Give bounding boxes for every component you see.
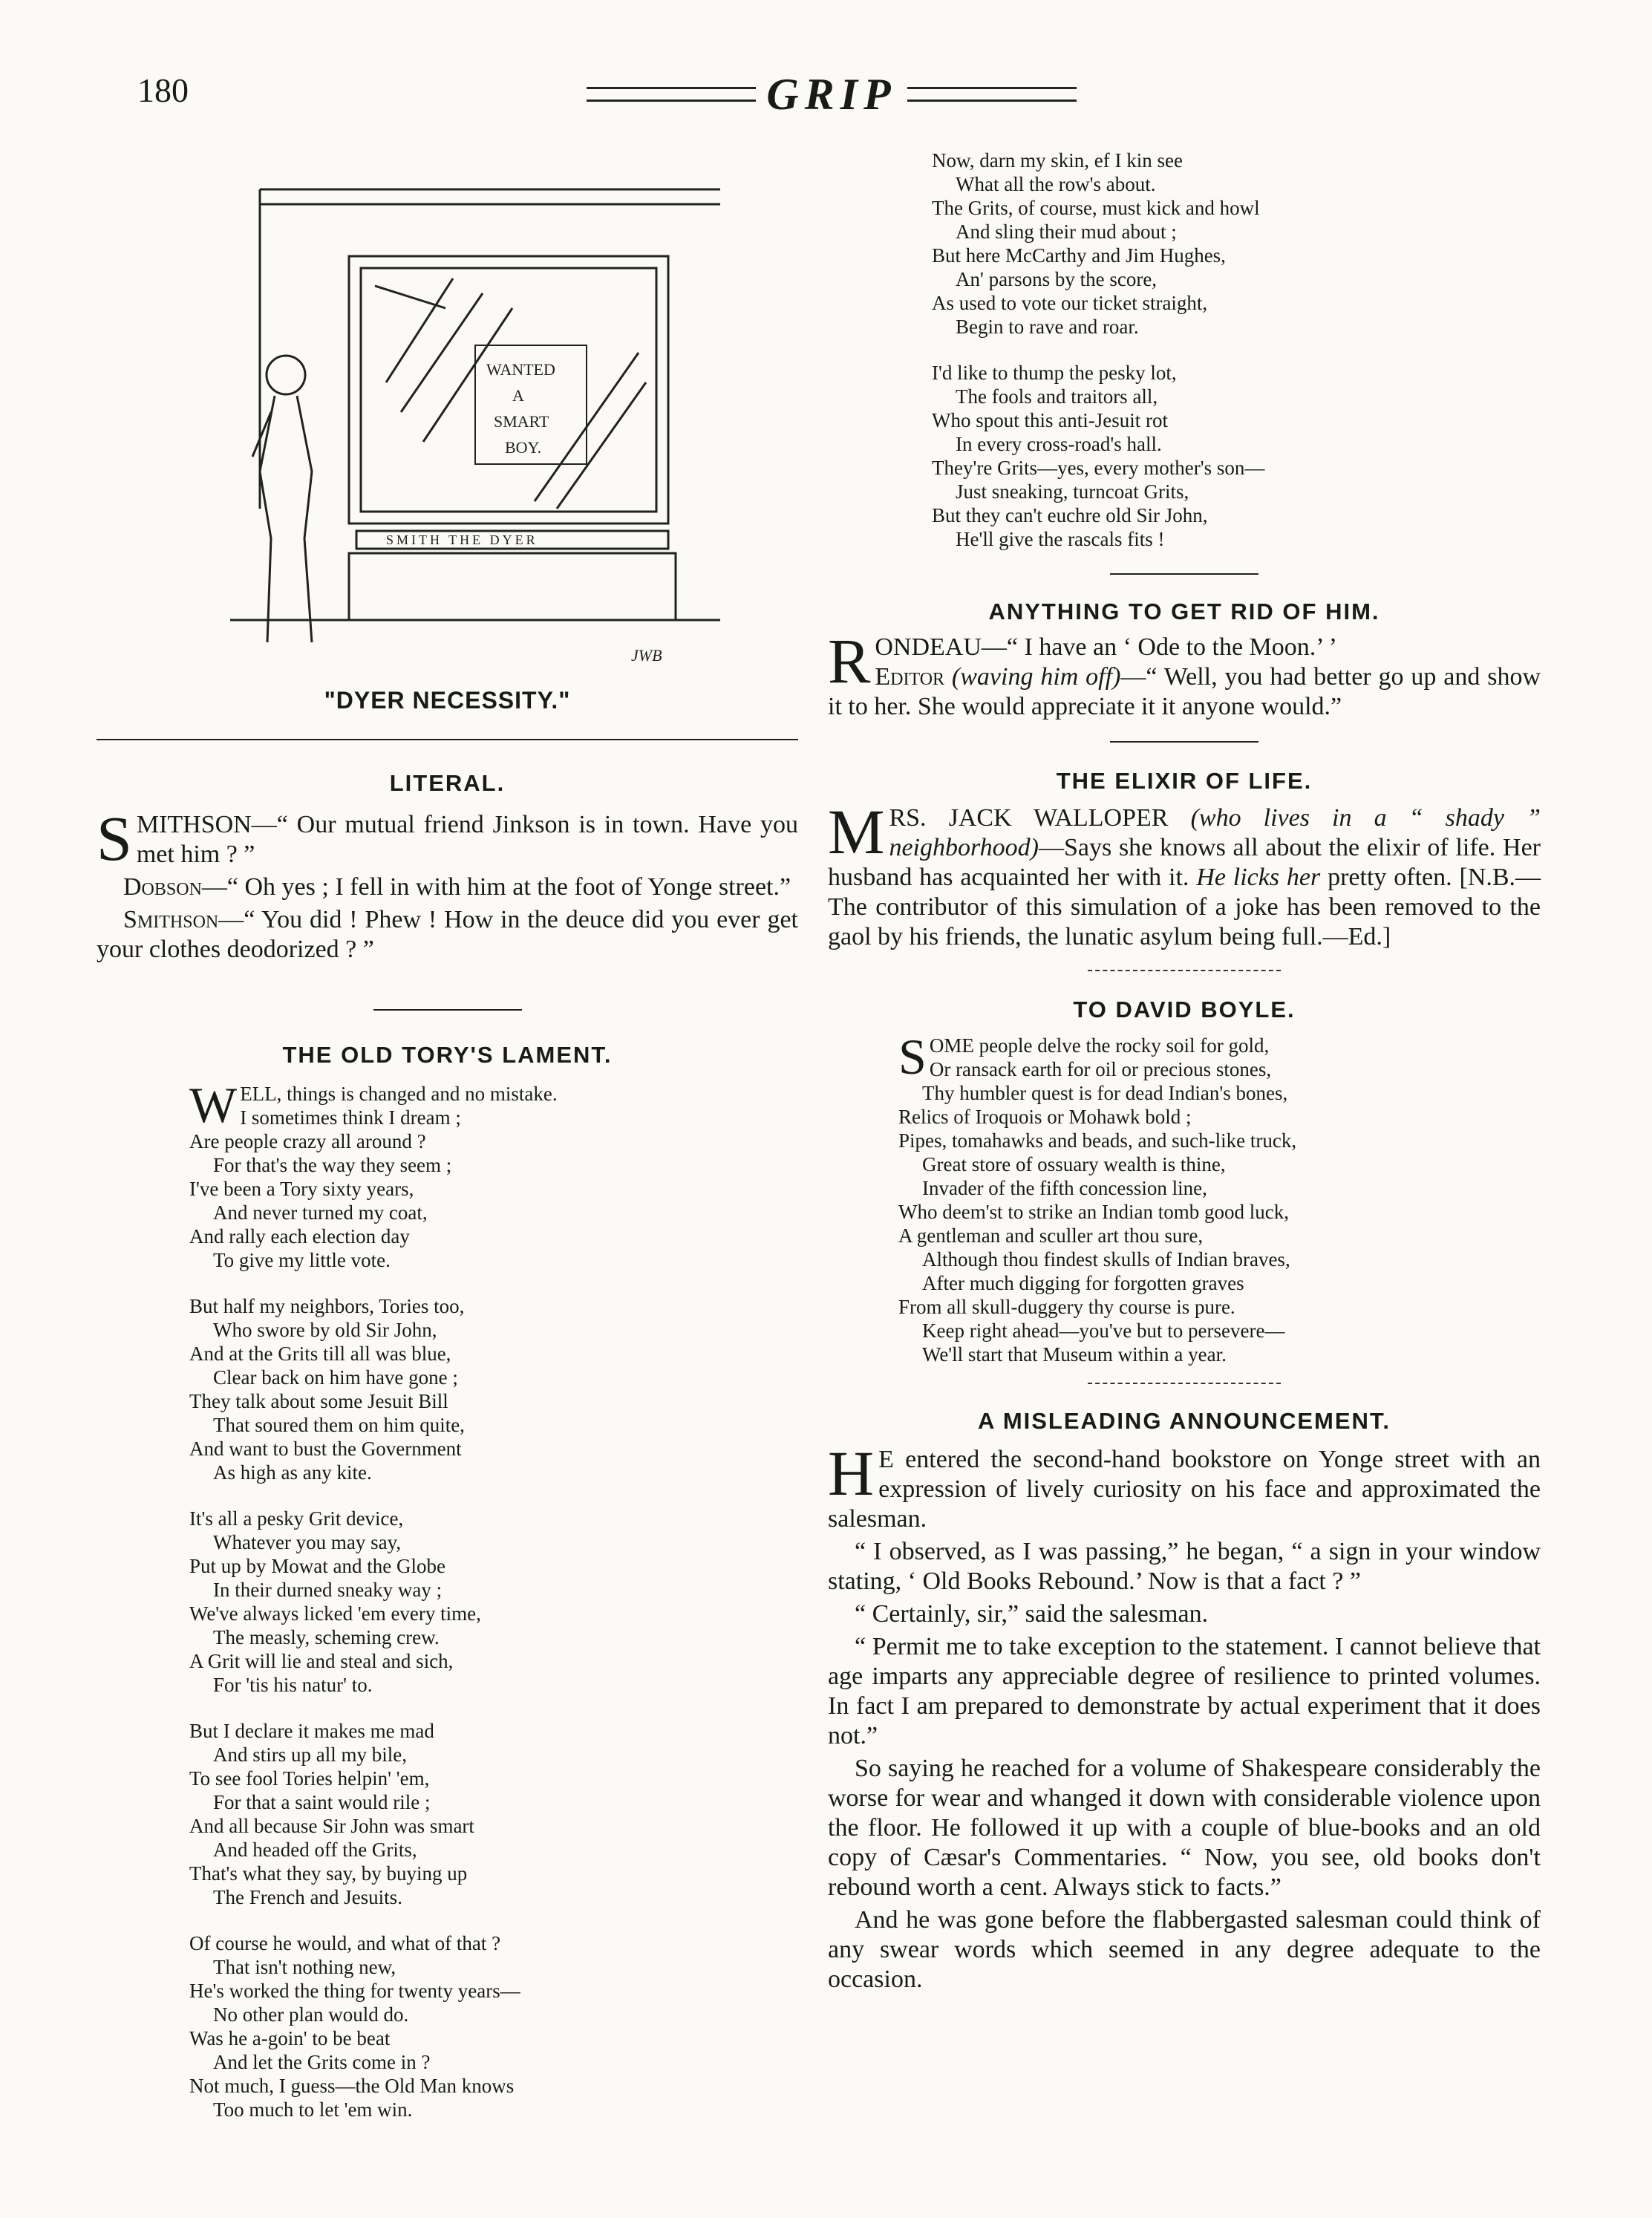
poem-line: After much digging for forgotten graves: [922, 1272, 1244, 1294]
literal-paragraph-3: Smithson—“ You did ! Phew ! How in the deuce did you ever get your clothes deodorized ? ”: [97, 906, 798, 963]
poem-line: He'll give the rascals fits !: [956, 528, 1165, 550]
poem-line: For that's the way they seem ;: [213, 1154, 452, 1176]
poem-stanza: [189, 1931, 798, 2121]
masthead-rule-left: [587, 87, 756, 102]
poem-line: But here McCarthy and Jim Hughes,: [932, 244, 1226, 267]
literal-article: [97, 803, 798, 965]
short-divider: [1110, 573, 1258, 575]
poem-line: It's all a pesky Grit device,: [189, 1507, 404, 1530]
lament-poem-part-1: [189, 1077, 798, 2121]
svg-text:SMART: SMART: [494, 412, 549, 431]
cartoon-illustration: [200, 160, 735, 679]
poem-line: And want to bust the Government: [189, 1438, 462, 1460]
poem-line: And never turned my coat,: [213, 1201, 428, 1224]
poem-line: Are people crazy all around ?: [189, 1130, 426, 1152]
dropcap: W: [189, 1077, 238, 1133]
short-divider: [373, 1009, 522, 1011]
anything-heading: ANYTHING TO GET RID OF HIM.: [988, 598, 1380, 624]
poem-stanza: [189, 1719, 798, 1909]
dropcap: H: [828, 1438, 875, 1509]
svg-text:SMITH THE DYER: SMITH THE DYER: [386, 532, 538, 547]
poem-line: Begin to rave and roar.: [956, 316, 1139, 338]
elixir-article: MRS. JACK WALLOPER (who lives in a “ shady ” neighborhood)—Says she knows all about the elixir of life. Her husband has acquainted her with it. He licks her pretty often. [N.B.—The contributor of this simulation of a joke has been removed to the gaol by his friends, the lunatic asylum being full.—Ed.]: [828, 796, 1541, 950]
poem-line: Of course he would, and what of that ?: [189, 1932, 501, 1954]
dropcap: R: [828, 625, 871, 697]
poem-line: But I declare it makes me mad: [189, 1720, 434, 1742]
poem-line: And rally each election day: [189, 1225, 410, 1247]
boyle-poem: [898, 1028, 1541, 1366]
poem-line: Who spout this anti-Jesuit rot: [932, 409, 1168, 431]
poem-line: That's what they say, by buying up: [189, 1862, 468, 1885]
poem-stanza: [189, 1077, 798, 1272]
poem-stanza: [932, 149, 1541, 339]
poem-line: Not much, I guess—the Old Man knows: [189, 2075, 515, 2097]
literal-heading: LITERAL.: [389, 770, 506, 796]
masthead-rule-right: [907, 87, 1077, 102]
short-divider: [1088, 1383, 1281, 1384]
boyle-lines: [898, 1028, 1541, 1366]
svg-text:A: A: [512, 386, 524, 405]
poem-line: But half my neighbors, Tories too,: [189, 1295, 465, 1317]
poem-line: The Grits, of course, must kick and howl: [932, 197, 1260, 219]
poem-line: A gentleman and sculler art thou sure,: [898, 1224, 1204, 1247]
poem-line: And let the Grits come in ?: [213, 2051, 431, 2073]
poem-line: As high as any kite.: [213, 1461, 372, 1484]
poem-line: WELL, things is changed and no mistake.: [189, 1077, 558, 1133]
svg-text:BOY.: BOY.: [505, 438, 542, 457]
poem-line: That soured them on him quite,: [213, 1414, 465, 1436]
poem-stanza: [189, 1507, 798, 1697]
poem-line: And all because Sir John was smart: [189, 1815, 474, 1837]
poem-line: Now, darn my skin, ef I kin see: [932, 149, 1183, 172]
misleading-heading: A MISLEADING ANNOUNCEMENT.: [977, 1408, 1391, 1434]
boyle-heading: TO DAVID BOYLE.: [1073, 997, 1296, 1022]
poem-line: Although thou findest skulls of Indian braves,: [922, 1248, 1290, 1271]
poem-line: Who deem'st to strike an Indian tomb good luck,: [898, 1201, 1290, 1223]
misleading-article: H E entered the second-hand bookstore on Yonge street with an expression of lively curiosity on his face and approximated the salesman. “ I observed, as I was passing,” he began, “ a sign in your window stating, ‘ Old Books Rebound.’ Now is that a fact ? ” “ Certainly, sir,” said the salesman. “ Permit me to take exception to the statement. I cannot believe that age imparts any appreciable degree of resilience to printed volumes. In fact I am prepared to demonstrate by actual experiment that it does not.” So saying he reached for a volume of Shakespeare considerably the worse for wear and whanged it down with considerable violence upon the floor. He followed it up with a couple of blue-books and an old copy of Cæsar's Commentaries. “ Now, you see, old books don't rebound worth a cent. Always stick to facts.” And he was gone before the flabbergasted salesman could think of any swear words which seemed in any degree adequate to the occasion.: [828, 1438, 1541, 1993]
poem-line: Relics of Iroquois or Mohawk bold ;: [898, 1106, 1192, 1128]
misleading-paragraph: “ Certainly, sir,” said the salesman.: [855, 1600, 1209, 1628]
misleading-paragraph: “ I observed, as I was passing,” he began, “ a sign in your window stating, ‘ Old Books Rebound.’ Now is that a fact ? ”: [828, 1538, 1541, 1595]
poem-line: For 'tis his natur' to.: [213, 1674, 373, 1696]
poem-line: And sling their mud about ;: [956, 221, 1177, 243]
cartoon-caption: "DYER NECESSITY.": [324, 687, 571, 714]
poem-line: To give my little vote.: [213, 1249, 391, 1271]
poem-line: A Grit will lie and steal and sich,: [189, 1650, 454, 1672]
poem-line: OME people delve the rocky soil for gold,: [929, 1034, 1270, 1057]
poem-line: And stirs up all my bile,: [213, 1744, 407, 1766]
lament-stanzas-left: [189, 1077, 798, 2121]
elixir-heading: THE ELIXIR OF LIFE.: [1056, 768, 1313, 794]
poem-line: An' parsons by the score,: [956, 268, 1158, 290]
poem-line: That isn't nothing new,: [213, 1956, 396, 1978]
poem-line: Whatever you may say,: [213, 1531, 402, 1553]
dropcap: S: [97, 803, 132, 874]
dropcap: M: [828, 796, 885, 867]
poem-line: They talk about some Jesuit Bill: [189, 1390, 448, 1412]
poem-line: Too much to let 'em win.: [213, 2098, 413, 2121]
poem-line: From all skull-duggery thy course is pure.: [898, 1296, 1235, 1318]
poem-line: The fools and traitors all,: [956, 385, 1158, 408]
poem-line: In every cross-road's hall.: [956, 433, 1162, 455]
poem-line: What all the row's about.: [956, 173, 1156, 195]
lament-stanzas-right: [932, 149, 1541, 551]
divider: [97, 739, 798, 740]
anything-article: RONDEAU—“ I have an ‘ Ode to the Moon.’ ’ Editor (waving him off)—“ Well, you had better go up and show it to her. She would appreciate it it anyone would.”: [828, 625, 1541, 720]
short-divider: [1088, 970, 1281, 971]
masthead-title: GRIP: [766, 69, 897, 119]
misleading-paragraph: “ Permit me to take exception to the statement. I cannot believe that age imparts any appreciable degree of resilience to printed volumes. In fact I am prepared to demonstrate by actual experiment that it does not.”: [828, 1633, 1541, 1749]
literal-paragraph-2: Dobson—“ Oh yes ; I fell in with him at the foot of Yonge street.”: [123, 873, 791, 901]
poem-line: Thy humbler quest is for dead Indian's bones,: [922, 1082, 1288, 1104]
poem-line: Just sneaking, turncoat Grits,: [956, 480, 1189, 503]
lament-poem-part-2: [932, 149, 1541, 551]
poem-line: Or ransack earth for oil or precious stones,: [929, 1058, 1272, 1080]
masthead: [587, 68, 1077, 120]
poem-line: Invader of the fifth concession line,: [922, 1177, 1207, 1199]
poem-line: Pipes, tomahawks and beads, and such-like truck,: [898, 1129, 1297, 1152]
dropcap: S: [898, 1028, 927, 1085]
misleading-paragraph: So saying he reached for a volume of Shakespeare considerably the worse for wear and whanged it down with considerable violence upon the floor. He followed it up with a couple of blue-books and an old copy of Cæsar's Commentaries. “ Now, you see, old books don't rebound worth a cent. Always stick to facts.”: [828, 1755, 1541, 1901]
poem-line: The measly, scheming crew.: [213, 1626, 440, 1648]
poem-line: We'll start that Museum within a year.: [922, 1343, 1227, 1366]
poem-line: Great store of ossuary wealth is thine,: [922, 1153, 1226, 1175]
poem-line: He's worked the thing for twenty years—: [189, 1980, 520, 2002]
poem-line: We've always licked 'em every time,: [189, 1602, 481, 1625]
poem-line: They're Grits—yes, every mother's son—: [932, 457, 1265, 479]
short-divider: [1110, 741, 1258, 743]
poem-stanza: [189, 1294, 798, 1484]
poem-line: Clear back on him have gone ;: [213, 1366, 458, 1389]
poem-line: In their durned sneaky way ;: [213, 1579, 443, 1601]
poem-line: And at the Grits till all was blue,: [189, 1343, 451, 1365]
poem-stanza: [932, 361, 1541, 551]
poem-line: I've been a Tory sixty years,: [189, 1178, 414, 1200]
poem-line: No other plan would do.: [213, 2003, 409, 2026]
literal-paragraph-1: SMITHSON—“ Our mutual friend Jinkson is in town. Have you met him ? ”: [97, 803, 798, 874]
poem-line: The French and Jesuits.: [213, 1886, 402, 1908]
poem-line: Put up by Mowat and the Globe: [189, 1555, 445, 1577]
lament-heading: THE OLD TORY'S LAMENT.: [282, 1042, 613, 1068]
svg-text:WANTED: WANTED: [486, 360, 555, 379]
poem-line: For that a saint would rile ;: [213, 1791, 431, 1813]
poem-line: Was he a-goin' to be beat: [189, 2027, 391, 2049]
poem-line: Who swore by old Sir John,: [213, 1319, 437, 1341]
poem-line: I'd like to thump the pesky lot,: [932, 362, 1177, 384]
poem-line: Keep right ahead—you've but to persevere—: [922, 1320, 1285, 1342]
poem-line: But they can't euchre old Sir John,: [932, 504, 1208, 526]
poem-line: I sometimes think I dream ;: [240, 1106, 461, 1129]
svg-text:JWB: JWB: [631, 646, 662, 665]
poem-line: And headed off the Grits,: [213, 1839, 417, 1861]
poem-line: To see fool Tories helpin' 'em,: [189, 1767, 430, 1790]
misleading-paragraph: And he was gone before the flabbergasted salesman could think of any swear words which seemed in any degree adequate to the occasion.: [828, 1906, 1541, 1993]
page-number: 180: [137, 71, 189, 109]
poem-line: As used to vote our ticket straight,: [932, 292, 1208, 314]
